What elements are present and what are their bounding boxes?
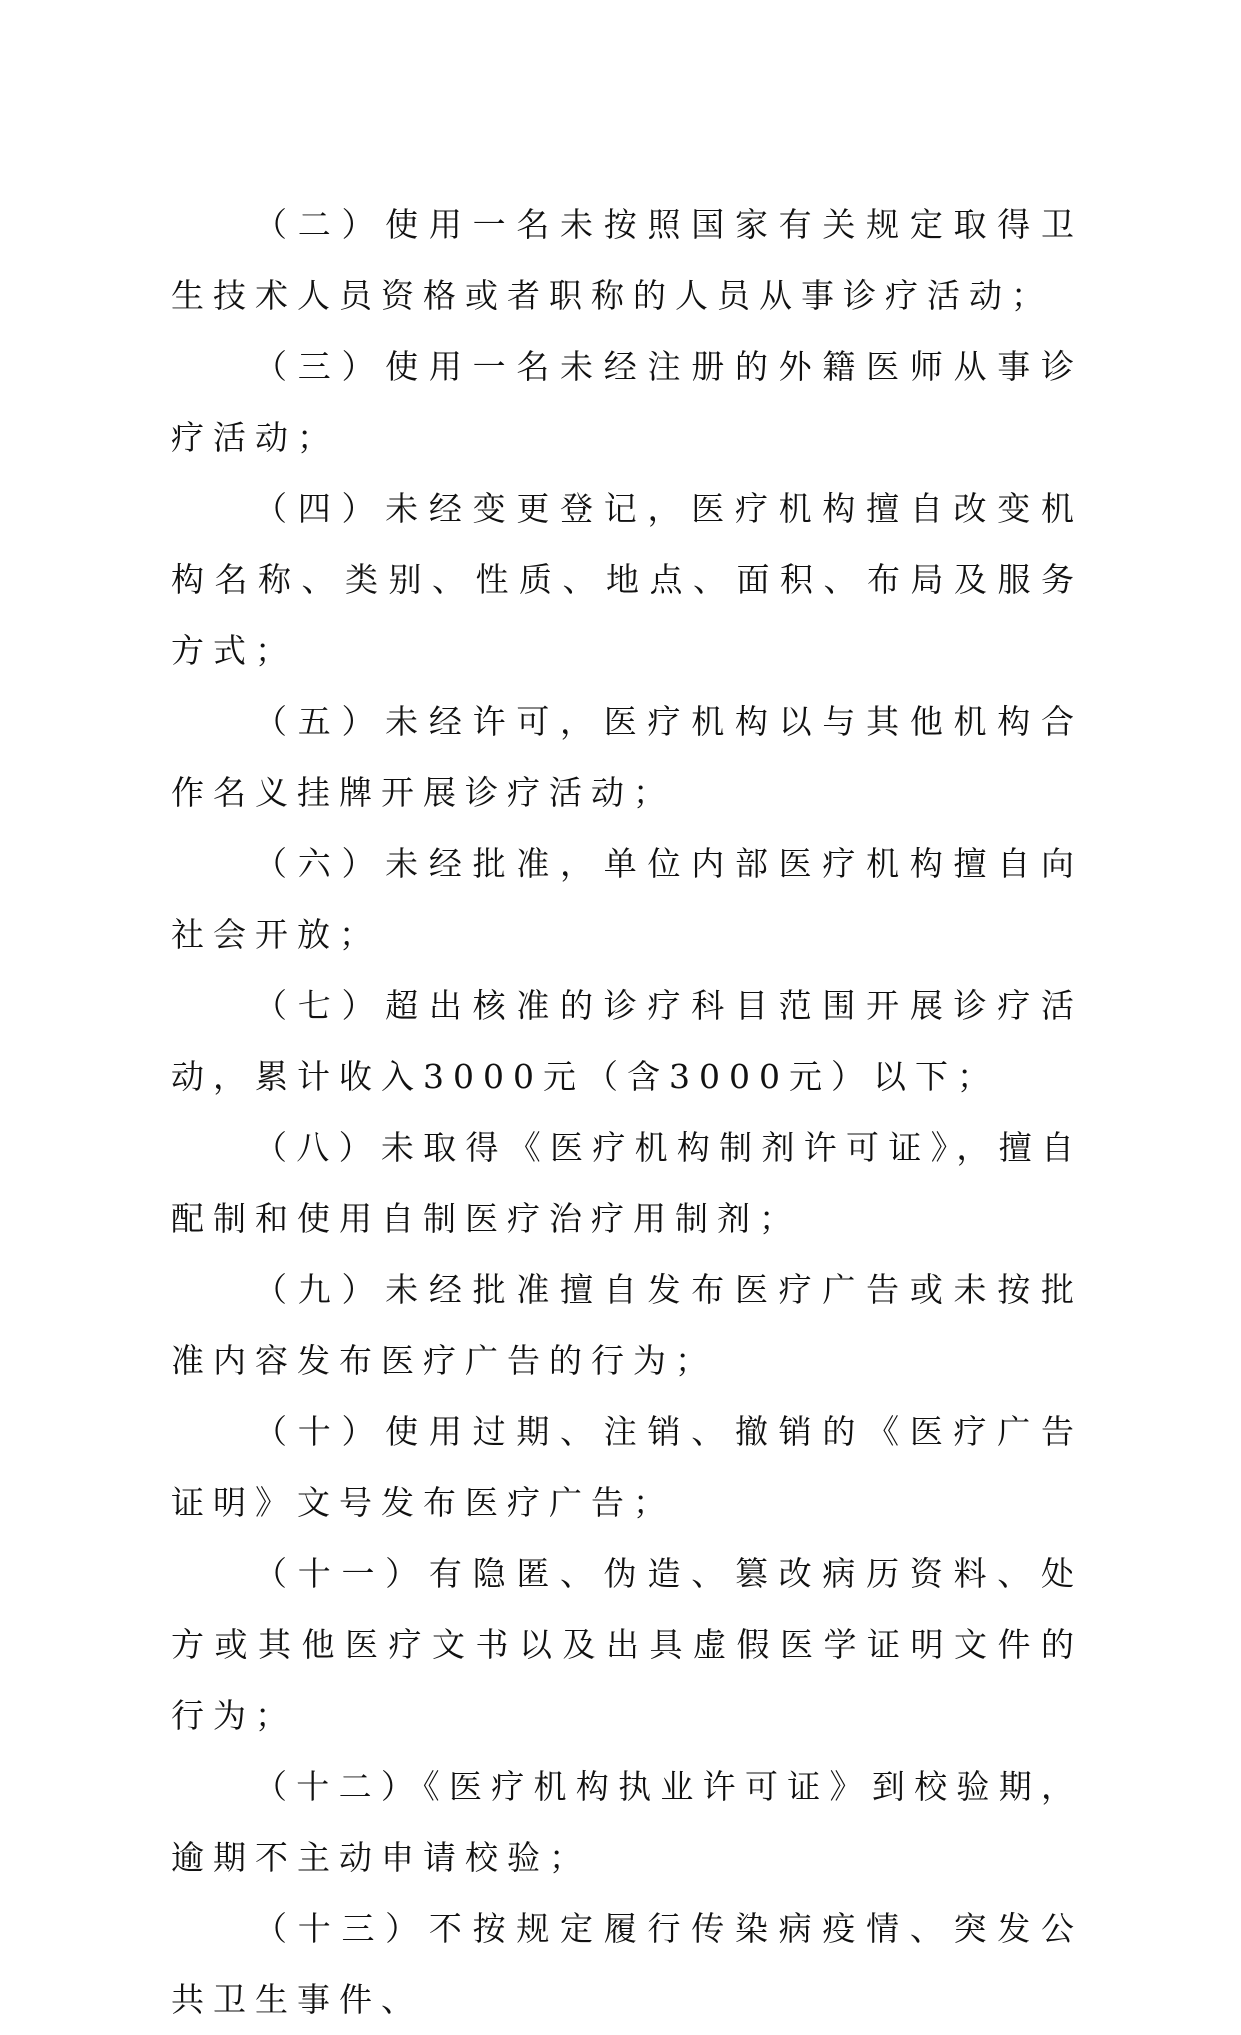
paragraph-item-6: （六）未经批准，单位内部医疗机构擅自向社会开放； (171, 844, 1083, 954)
paragraph-item-12: （十二）《医疗机构执业许可证》到校验期，逾期不主动申请校验； (171, 1767, 1083, 1877)
paragraph-item-2: （二）使用一名未按照国家有关规定取得卫生技术人员资格或者职称的人员从事诊疗活动； (171, 205, 1083, 315)
paragraph-item-7: （七）超出核准的诊疗科目范围开展诊疗活动，累计收入3000元（含3000元）以下； (171, 986, 1083, 1096)
paragraph-item-4: （四）未经变更登记，医疗机构擅自改变机构名称、类别、性质、地点、面积、布局及服务方式； (171, 489, 1083, 670)
paragraph-item-13: （十三）不按规定履行传染病疫情、突发公共卫生事件、 (171, 1909, 1083, 2019)
paragraph-item-8: （八）未取得《医疗机构制剂许可证》，擅自配制和使用自制医疗治疗用制剂； (171, 1128, 1083, 1238)
paragraph-item-10: （十）使用过期、注销、撤销的《医疗广告证明》文号发布医疗广告； (171, 1412, 1083, 1522)
paragraph-item-5: （五）未经许可，医疗机构以与其他机构合作名义挂牌开展诊疗活动； (171, 702, 1083, 812)
paragraph-item-9: （九）未经批准擅自发布医疗广告或未按批准内容发布医疗广告的行为； (171, 1270, 1083, 1380)
paragraph-item-11: （十一）有隐匿、伪造、篡改病历资料、处方或其他医疗文书以及出具虚假医学证明文件的行为； (171, 1554, 1083, 1735)
document-body (171, 189, 1083, 2035)
paragraph-item-3: （三）使用一名未经注册的外籍医师从事诊疗活动； (171, 347, 1083, 457)
